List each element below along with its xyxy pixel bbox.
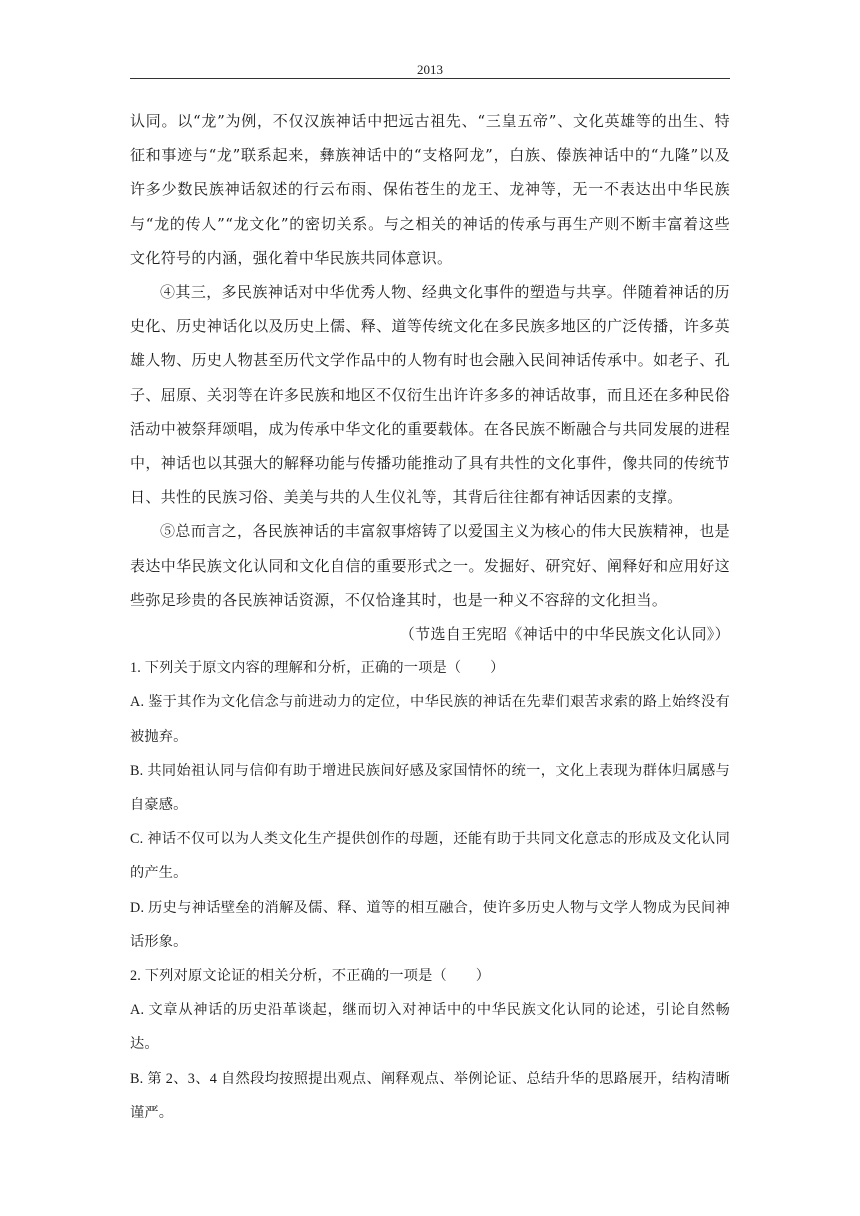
question-2-stem: 2. 下列对原文论证的相关分析，不正确的一项是（ ） [130, 968, 491, 985]
question-1-option-b: B. 共同始祖认同与信仰有助于增进民族间好感及家国情怀的统一，文化上表现为群体归属感与自豪感。 [130, 762, 730, 814]
question-2-option-a: A. 文章从神话的历史沿革谈起，继而切入对神话中的中华民族文化认同的论述，引论自然畅达。 [130, 1002, 730, 1053]
question-1-stem: 1. 下列关于原文内容的理解和分析，正确的一项是（ ） [130, 660, 505, 677]
passage-paragraph-continued: 认同。以“龙”为例，不仅汉族神话中把远古祖先、“三皇五帝”、文化英雄等的出生、特征和事迹与“龙”联系起来，彝族神话中的“支格阿龙”，白族、傣族神话中的“九隆”以及许多少数民族神话叙述的行云布雨、保佑苍生的龙王、龙神等，无一不表达出中华民族与“龙的传人”“龙文化”的密切关系。与之相关的神话的传承与再生产则不断丰富着这些文化符号的内涵，强化着中华民族共同体意识。 [130, 112, 730, 267]
document-body [130, 104, 730, 1130]
question-1-option-a: A. 鉴于其作为文化信念与前进动力的定位，中华民族的神话在先辈们艰苦求索的路上始终没有被抛弃。 [130, 694, 730, 745]
question-2-option-b: B. 第 2、3、4 自然段均按照提出观点、阐释观点、举例论证、总结升华的思路展开，结构清晰谨严。 [130, 1070, 730, 1121]
header-divider [130, 78, 730, 79]
question-1-option-d: D. 历史与神话壁垒的消解及儒、释、道等的相互融合，使许多历史人物与文学人物成为民间神话形象。 [130, 899, 730, 950]
passage-paragraph-5: ⑤总而言之，各民族神话的丰富叙事熔铸了以爱国主义为核心的伟大民族精神，也是表达中华民族文化认同和文化自信的重要形式之一。发掘好、研究好、阐释好和应用好这些弥足珍贵的各民族神话资源，不仅恰逢其时，也是一种义不容辞的文化担当。 [130, 522, 730, 609]
passage-source: （节选自王宪昭《神话中的中华民族文化认同》） [399, 625, 730, 644]
page-header-number: 2013 [417, 62, 443, 77]
passage-paragraph-4: ④其三，多民族神话对中华优秀人物、经典文化事件的塑造与共享。伴随着神话的历史化、历史神话化以及历史上儒、释、道等传统文化在多民族多地区的广泛传播，许多英雄人物、历史人物甚至历代文学作品中的人物有时也会融入民间神话传承中。如老子、孔子、屈原、关羽等在许多民族和地区不仅衍生出许许多多的神话故事，而且还在多种民俗活动中被祭拜颂唱，成为传承中华文化的重要载体。在各民族不断融合与共同发展的进程中，神话也以其强大的解释功能与传播功能推动了具有共性的文化事件，像共同的传统节日、共性的民族习俗、美美与共的人生仪礼等，其背后往往都有神话因素的支撑。 [130, 283, 730, 507]
question-1-option-c: C. 神话不仅可以为人类文化生产提供创作的母题，还能有助于共同文化意志的形成及文化认同的产生。 [130, 831, 730, 882]
